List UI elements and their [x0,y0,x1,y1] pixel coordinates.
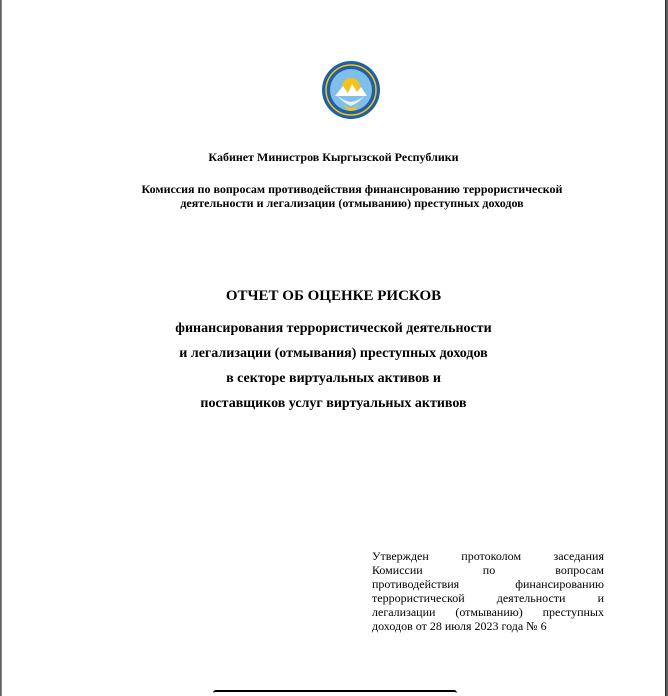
subtitle-line: финансирования террористической деятельности [175,321,492,336]
subtitle-line: поставщиков услуг виртуальных активов [200,396,467,411]
subtitle-line: в секторе виртуальных активов и [226,371,441,386]
document-page [1,0,666,696]
next-page-edge [213,690,457,696]
approval-line: противодействия финансированию [372,577,604,591]
subtitle-line: и легализации (отмывания) преступных доходов [179,346,488,361]
approval-line: Утвержден протоколом заседания [372,549,604,563]
report-subtitle [2,316,665,416]
commission-heading [112,182,592,210]
commission-line: деятельности и легализации (отмыванию) преступных доходов [180,196,524,210]
report-title: ОТЧЕТ ОБ ОЦЕНКЕ РИСКОВ [225,288,442,304]
cabinet-heading: Кабинет Министров Кыргызской Республики [208,150,459,164]
approval-note [372,549,604,633]
approval-line: Комиссии по вопросам [372,563,604,577]
approval-line: доходов от 28 июля 2023 года № 6 [372,619,547,633]
state-emblem-icon [321,60,381,120]
approval-line: легализации (отмыванию) преступных [372,605,604,619]
commission-line: Комиссия по вопросам противодействия финансированию террористической [141,182,563,196]
approval-line: террористической деятельности и [372,591,604,605]
